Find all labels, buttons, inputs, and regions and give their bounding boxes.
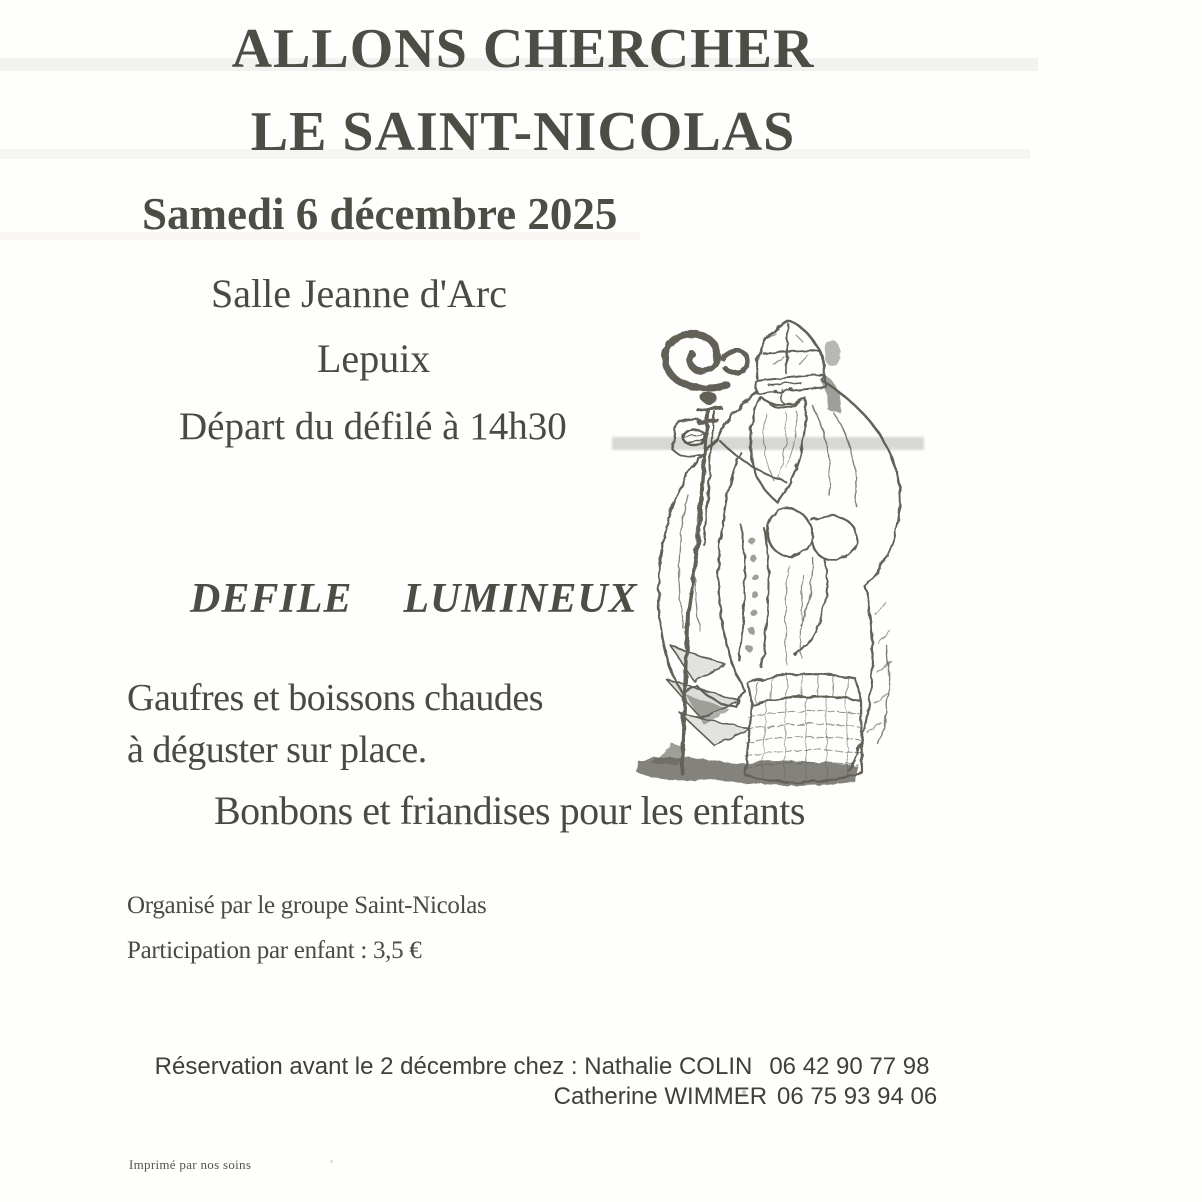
participation-line: Participation par enfant : 3,5 €: [127, 937, 422, 964]
reservation-line2: [527, 1061, 937, 1133]
contact-phone: 06 75 93 94 06: [777, 1083, 938, 1110]
parade-start-time: Départ du défilé à 14h30: [179, 405, 567, 448]
saint-nicolas-illustration: [628, 313, 920, 805]
refreshments-line1: Gaufres et boissons chaudes: [127, 677, 544, 719]
event-date: Samedi 6 décembre 2025: [142, 189, 618, 239]
event-town: Lepuix: [317, 336, 431, 381]
flyer-title-line1: ALLONS CHERCHER: [231, 18, 815, 80]
flyer-title-line2: LE SAINT-NICOLAS: [250, 101, 796, 163]
event-venue: Salle Jeanne d'Arc: [211, 271, 507, 316]
footer-printed-note: Imprimé par nos soins: [129, 1157, 252, 1172]
refreshments-line2: à déguster sur place.: [127, 729, 427, 771]
scan-speck: [330, 1160, 333, 1163]
contact-phone: 06 42 90 77 98: [769, 1053, 930, 1080]
treats-line: Bonbons et friandises pour les enfants: [214, 788, 805, 833]
highlight-defile-lumineux: DEFILE LUMINEUX: [190, 576, 638, 622]
contact-name: Catherine WIMMER: [553, 1083, 768, 1110]
contact-name: Nathalie COLIN: [584, 1053, 753, 1080]
reservation-prefix: Réservation avant le 2 décembre chez :: [154, 1053, 578, 1080]
organizer-line: Organisé par le groupe Saint-Nicolas: [127, 892, 487, 919]
